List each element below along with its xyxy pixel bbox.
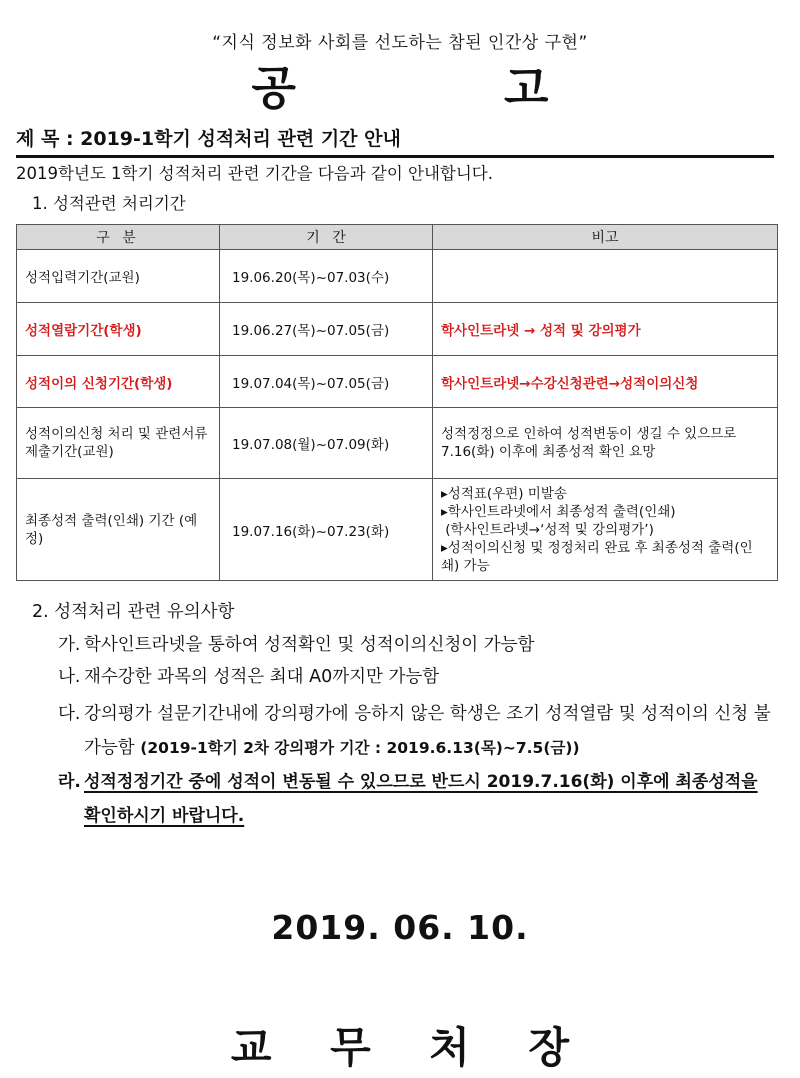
- note-marker: 가.: [58, 635, 81, 655]
- header-note: 비고: [433, 225, 778, 250]
- note-item: [58, 663, 778, 688]
- table-row: [17, 479, 778, 581]
- row-category: 성적입력기간(교원): [17, 250, 220, 303]
- note-marker: 라.: [58, 772, 81, 792]
- slogan: “지식 정보화 사회를 선도하는 참된 인간상 구현”: [212, 33, 588, 53]
- note-bold-text: (2019-1학기 2차 강의평가 기간 : 2019.6.13(목)~7.5(금)): [140, 739, 580, 757]
- section2-heading: 2. 성적처리 관련 유의사항: [32, 602, 235, 622]
- subject-line: 제 목 : 2019-1학기 성적처리 관련 기간 안내: [16, 124, 774, 158]
- header-period: 기 간: [220, 225, 433, 250]
- notice-date: 2019. 06. 10.: [271, 908, 529, 947]
- note-text: 성적정정기간 중에 성적이 변동될 수 있으므로 반드시 2019.7.16(화) 이후에 최종성적을 확인하시기 바랍니다.: [84, 772, 758, 826]
- row-period: 19.07.16(화)~07.23(화): [220, 479, 433, 581]
- table-row: [17, 408, 778, 479]
- row-note: [433, 250, 778, 303]
- schedule-table: [16, 224, 778, 581]
- row-period: 19.07.08(월)~07.09(화): [220, 408, 433, 479]
- table-row: [17, 303, 778, 356]
- row-note: 성적정정으로 인하여 성적변동이 생길 수 있으므로 7.16(화) 이후에 최종성적 확인 요망: [433, 408, 778, 479]
- table-header-row: [17, 225, 778, 250]
- row-category: 성적이의 신청기간(학생): [17, 356, 220, 408]
- note-item: [58, 631, 778, 656]
- section1-heading: 1. 성적관련 처리기간: [32, 194, 186, 213]
- row-period: 19.06.20(목)~07.03(수): [220, 250, 433, 303]
- note-marker: 나.: [58, 667, 81, 687]
- note-item-important: [58, 765, 778, 833]
- note-item: [58, 697, 778, 765]
- note-text: 재수강한 과목의 성적은 최대 A0까지만 가능함: [84, 667, 440, 687]
- table-row: [17, 356, 778, 408]
- note-line: ▸학사인트라넷에서 최종성적 출력(인쇄): [441, 503, 676, 520]
- note-line: ▸성적이의신청 및 정정처리 완료 후 최종성적 출력(인쇄) 가능: [441, 539, 753, 574]
- signer: 교 무 처 장: [230, 1023, 592, 1072]
- note-marker: 다.: [58, 704, 81, 724]
- row-category: 최종성적 출력(인쇄) 기간 (예정): [17, 479, 220, 581]
- row-period: 19.07.04(목)~07.05(금): [220, 356, 433, 408]
- row-note: 학사인트라넷→수강신청관련→성적이의신청: [433, 356, 778, 408]
- row-category: 성적이의신청 처리 및 관련서류 제출기간(교원): [17, 408, 220, 479]
- note-text: 학사인트라넷을 통하여 성적확인 및 성적이의신청이 가능함: [84, 635, 535, 655]
- row-category: 성적열람기간(학생): [17, 303, 220, 356]
- row-note-list: [433, 479, 778, 581]
- row-period: 19.06.27(목)~07.05(금): [220, 303, 433, 356]
- row-note: 학사인트라넷 → 성적 및 강의평가: [433, 303, 778, 356]
- header-category: 구 분: [17, 225, 220, 250]
- note-text: 강의평가 설문기간내에 강의평가에 응하지 않은 학생은 조기 성적열람 및 성적이의 신청 불가능함: [84, 704, 771, 758]
- intro-text: 2019학년도 1학기 성적처리 관련 기간을 다음과 같이 안내합니다.: [16, 164, 493, 183]
- table-row: [17, 250, 778, 303]
- notice-title: 공 고: [251, 61, 645, 115]
- note-line: (학사인트라넷→‘성적 및 강의평가’): [441, 521, 654, 538]
- note-line: ▸성적표(우편) 미발송: [441, 485, 567, 502]
